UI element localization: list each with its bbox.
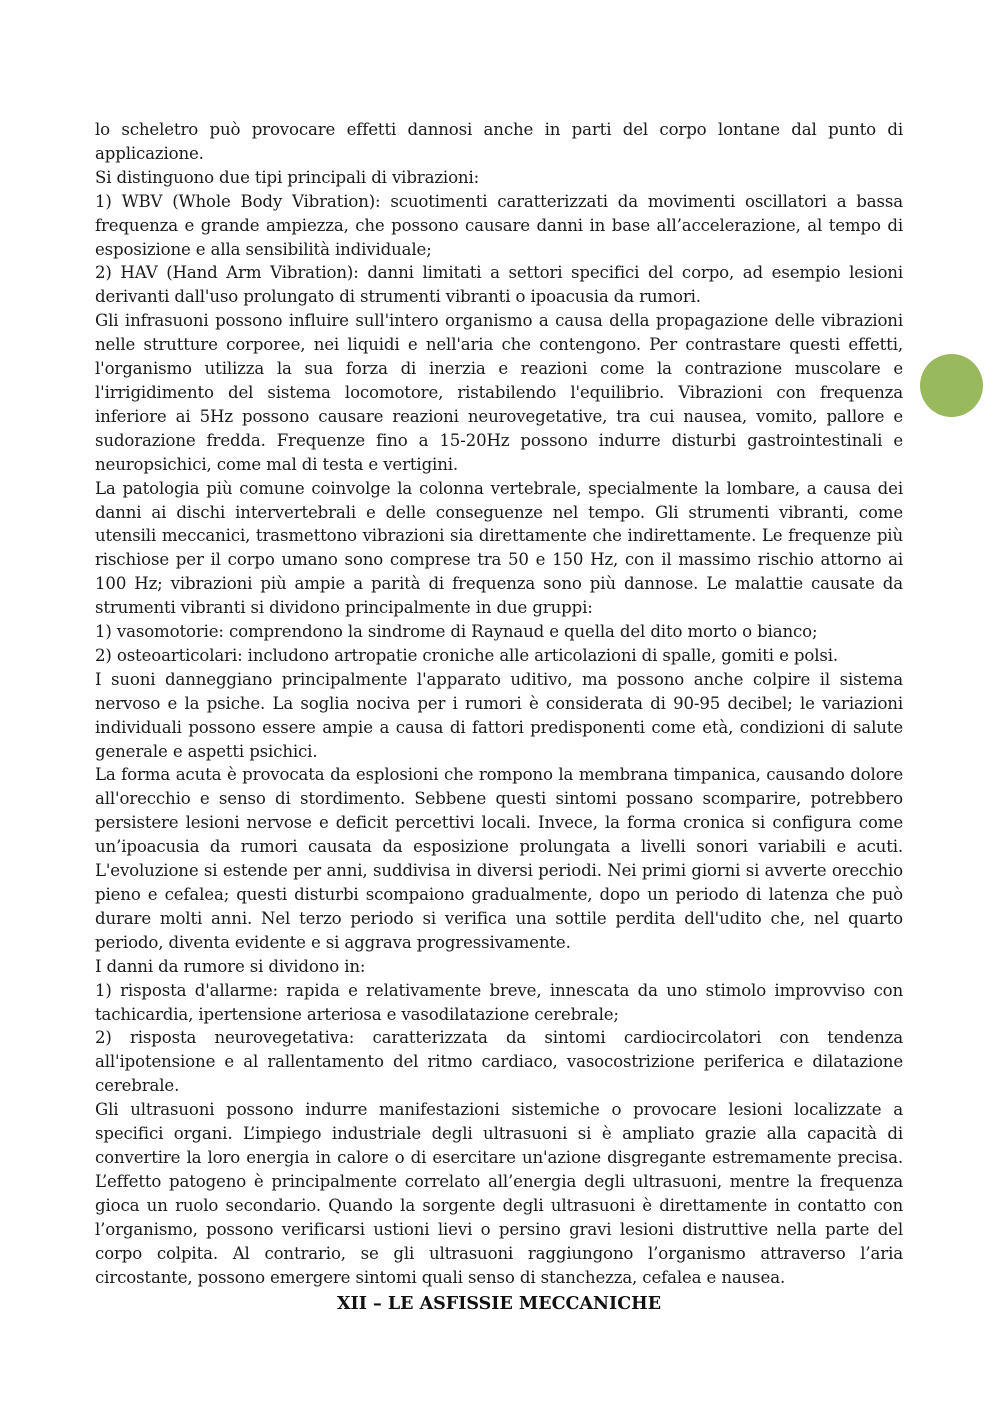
section-heading: XII – LE ASFISSIE MECCANICHE — [336, 1294, 662, 1314]
paragraph: Gli infrasuoni possono influire sull'intero organismo a causa della propagazione delle vibrazioni nelle strutture corporee, nei liquidi e nell'aria che contengono. Per contrastare questi effetti, l'organismo utilizza la sua forza di inerzia e reazioni come la contrazione muscolare e l'irrigidimento del sistema locomotore, ristabilendo l'equilibrio. Vibrazioni con frequenza inferiore ai 5Hz possono causare reazioni neurovegetative, tra cui nausea, vomito, pallore e sudorazione fredda. Frequenze fino a 15-20Hz possono indurre disturbi gastrointestinali e neuropsichici, come mal di testa e vertigini. — [95, 311, 903, 474]
list-item: 2) risposta neurovegetativa: caratterizzata da sintomi cardiocircolatori con tendenza all'ipotensione e al rallentamento del ritmo cardiaco, vasocostrizione periferica e dilatazione cerebrale. — [95, 1028, 903, 1096]
list-item: 1) risposta d'allarme: rapida e relativamente breve, innescata da uno stimolo improvviso con tachicardia, ipertensione arteriosa e vasodilatazione cerebrale; — [95, 980, 903, 1024]
paragraph: I danni da rumore si dividono in: — [95, 956, 366, 976]
paragraph: I suoni danneggiano principalmente l'apparato uditivo, ma possono anche colpire il sistema nervoso e la psiche. La soglia nociva per i rumori è considerata di 90-95 decibel; le variazioni individuali possono essere ampie a causa di fattori predisponenti come età, condizioni di salute generale e aspetti psichici. — [95, 669, 903, 761]
list-item: 2) osteoarticolari: includono artropatie croniche alle articolazioni di spalle, gomiti e polsi. — [95, 645, 838, 665]
paragraph: La patologia più comune coinvolge la colonna vertebrale, specialmente la lombare, a causa dei danni ai dischi intervertebrali e delle conseguenze nel tempo. Gli strumenti vibranti, come utensili meccanici, trasmettono vibrazioni sia direttamente che indirettamente. Le frequenze più rischiose per il corpo umano sono comprese tra 50 e 150 Hz, con il massimo rischio attorno ai 100 Hz; vibrazioni più ampie a parità di frequenza sono più dannose. Le malattie causate da strumenti vibranti si dividono principalmente in due gruppi: — [95, 478, 903, 618]
paragraph: Gli ultrasuoni possono indurre manifestazioni sistemiche o provocare lesioni localizzate a specifici organi. L’impiego industriale degli ultrasuoni si è ampliato grazie alla capacità di convertire la loro energia in calore o di esercitare un'azione disgregante estremamente precisa. L’effetto patogeno è principalmente correlato all’energia degli ultrasuoni, mentre la frequenza gioca un ruolo secondario. Quando la sorgente degli ultrasuoni è direttamente in contatto con l’organismo, possono verificarsi ustioni lievi o persino gravi lesioni distruttive nella parte del corpo colpita. Al contrario, se gli ultrasuoni raggiungono l’organismo attraverso l’aria circostante, possono emergere sintomi quali senso di stanchezza, cefalea e nausea. — [95, 1100, 903, 1287]
list-item: 2) HAV (Hand Arm Vibration): danni limitati a settori specifici del corpo, ad esempio lesioni derivanti dall'uso prolungato di strumenti vibranti o ipoacusia da rumori. — [95, 263, 903, 307]
body-text — [95, 118, 903, 1289]
paragraph: lo scheletro può provocare effetti dannosi anche in parti del corpo lontane dal punto di applicazione. — [95, 120, 903, 163]
list-item: 1) WBV (Whole Body Vibration): scuotimenti caratterizzati da movimenti oscillatori a bassa frequenza e grande ampiezza, che possono causare danni in base all’accelerazione, al tempo di esposizione e alla sensibilità individuale; — [95, 191, 903, 259]
list-item: 1) vasomotorie: comprendono la sindrome di Raynaud e quella del dito morto o bianco; — [95, 622, 818, 642]
green-circle-marker — [920, 354, 983, 417]
paragraph: Si distinguono due tipi principali di vibrazioni: — [95, 167, 480, 187]
paragraph: La forma acuta è provocata da esplosioni che rompono la membrana timpanica, causando dolore all'orecchio e senso di stordimento. Sebbene questi sintomi possano scomparire, potrebbero persistere lesioni nervose e deficit percettivi locali. Invece, la forma cronica si configura come un’ipoacusia da rumori causata da esposizione prolungata a livelli sonori variabili e acuti. L'evoluzione si estende per anni, suddivisa in diversi periodi. Nei primi giorni si avverte orecchio pieno e cefalea; questi disturbi scompaiono gradualmente, dopo un periodo di latenza che può durare molti anni. Nel terzo periodo si verifica una sottile perdita dell'udito che, nel quarto periodo, diventa evidente e si aggrava progressivamente. — [95, 765, 903, 952]
